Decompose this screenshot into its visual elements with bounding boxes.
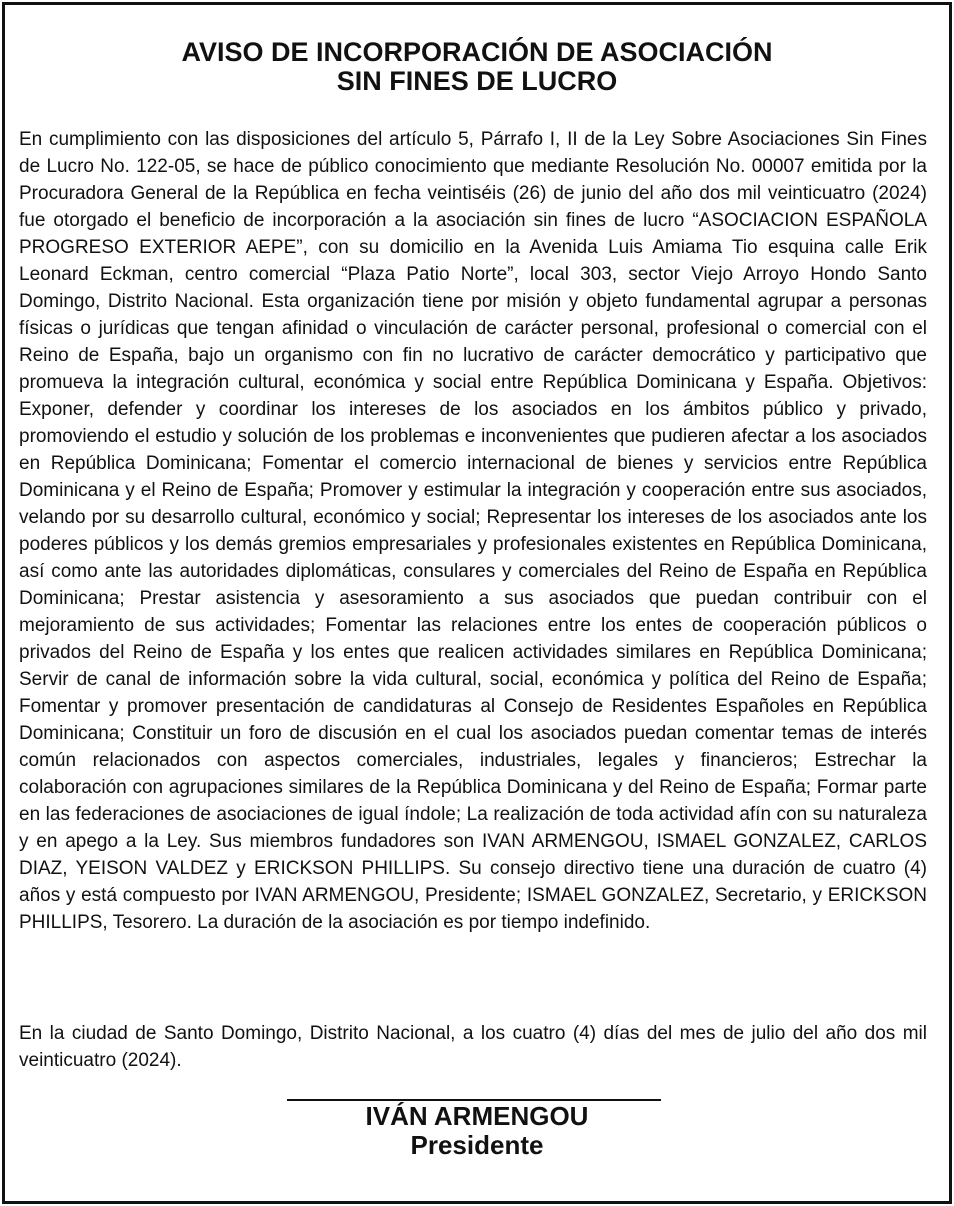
notice-title-line1: AVISO DE INCORPORACIÓN DE ASOCIACIÓN — [181, 37, 773, 67]
signature-block — [0, 1102, 954, 1160]
signature-title: Presidente — [410, 1130, 544, 1160]
notice-title-line2: SIN FINES DE LUCRO — [336, 66, 618, 96]
signature-name: IVÁN ARMENGOU — [365, 1101, 589, 1131]
notice-body-paragraph: En cumplimiento con las disposiciones del artículo 5, Párrafo I, II de la Ley Sobre Asociaciones Sin Fines de Lucro No. 122-05, se hace de público conocimiento que mediante Resolución No. 00007 emitida por la Procuradora General de la República en fecha veintiséis (26) de junio del año dos mil veinticuatro (2024) fue otorgado el beneficio de incorporación a la asociación sin fines de lucro “ASOCIACION ESPAÑOLA PROGRESO EXTERIOR AEPE”, con su domicilio en la Avenida Luis Amiama Tio esquina calle Erik Leonard Eckman, centro comercial “Plaza Patio Norte”, local 303, sector Viejo Arroyo Hondo Santo Domingo, Distrito Nacional. Esta organización tiene por misión y objeto fundamental agrupar a personas físicas o jurídicas que tengan afinidad o vinculación de carácter personal, profesional o comercial con el Reino de España, bajo un organismo con fin no lucrativo de carácter democrático y participativo que promueva la integración cultural, económica y social entre República Dominicana y España. Objetivos: Exponer, defender y coordinar los intereses de los asociados en los ámbitos público y privado, promoviendo el estudio y solución de los problemas e inconvenientes que pudieren afectar a los asociados en República Dominicana; Fomentar el comercio internacional de bienes y servicios entre República Dominicana y el Reino de España; Promover y estimular la integración y cooperación entre sus asociados, velando por su desarrollo cultural, económico y social; Representar los intereses de los asociados ante los poderes públicos y los demás gremios empresariales y profesionales existentes en República Dominicana, así como ante las autoridades diplomáticas, consulares y comerciales del Reino de España en República Dominicana; Prestar asistencia y asesoramiento a sus asociados que puedan contribuir con el mejoramiento de sus actividades; Fomentar las relaciones entre los entes de cooperación públicos o privados del Reino de España y los entes que realicen actividades similares en República Dominicana; Servir de canal de información sobre la vida cultural, social, económica y política del Reino de España; Fomentar y promover presentación de candidaturas al Consejo de Residentes Españoles en República Dominicana; Constituir un foro de discusión en el cual los asociados puedan comentar temas de interés común relacionados con aspectos comerciales, industriales, legales y financieros; Estrechar la colaboración con agrupaciones similares de la República Dominicana y del Reino de España; Formar parte en las federaciones de asociaciones de igual índole; La realización de toda actividad afín con su naturaleza y en apego a la Ley. Sus miembros fundadores son IVAN ARMENGOU, ISMAEL GONZALEZ, CARLOS DIAZ, YEISON VALDEZ y ERICKSON PHILLIPS. Su consejo directivo tiene una duración de cuatro (4) años y está compuesto por IVAN ARMENGOU, Presidente; ISMAEL GONZALEZ, Secretario, y ERICKSON PHILLIPS, Tesorero. La duración de la asociación es por tiempo indefinido. — [19, 129, 927, 933]
notice-title — [0, 38, 954, 96]
notice-date-paragraph: En la ciudad de Santo Domingo, Distrito Nacional, a los cuatro (4) días del mes de julio del año dos mil veinticuatro (2024). — [19, 1023, 927, 1071]
